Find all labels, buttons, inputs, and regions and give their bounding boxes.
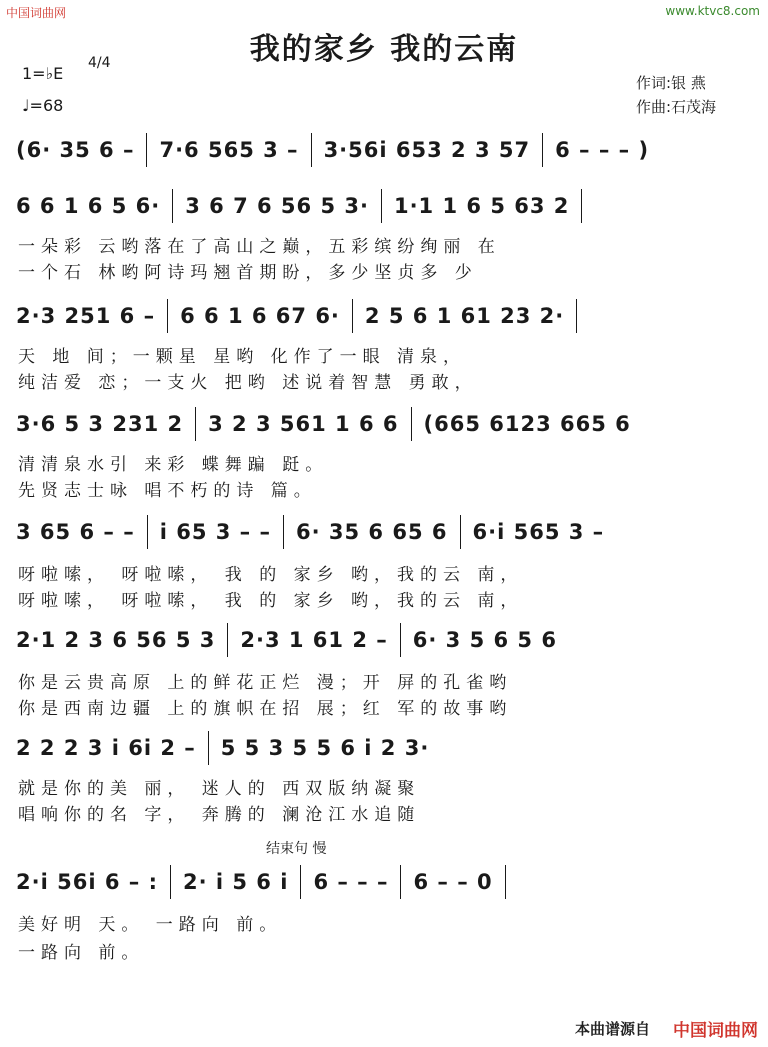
- lyric-verse-1: 就是你的美 丽， 迷人的 西双版纳凝聚: [18, 779, 421, 799]
- lyric-verse-1: 你是云贵高原 上的鲜花正烂 漫；开 屏的孔雀哟: [18, 673, 513, 693]
- barline: [411, 407, 412, 441]
- measure: (6· 35 6 –: [16, 138, 135, 162]
- measure: 6·i 565 3 –: [472, 520, 605, 544]
- barline: [227, 623, 228, 657]
- lyric-verse-2: 一路向 前。: [18, 943, 145, 963]
- notes-row: [16, 728, 756, 768]
- measure: 6· 35 6 65 6: [295, 520, 448, 544]
- barline: [400, 865, 401, 899]
- lyric-verse-2: 唱响你的名 字， 奔腾的 澜沧江水追随: [18, 805, 421, 825]
- barline: [208, 731, 209, 765]
- tempo-marking: ♩=68: [22, 96, 64, 115]
- measure: 3 65 6 – –: [16, 520, 135, 544]
- source-brand: 中国词曲网: [673, 1021, 758, 1041]
- lyric-verse-2: 你是西南边疆 上的旗帜在招 展；红 军的故事哟: [18, 699, 513, 719]
- measure: (665 6123 665 6: [423, 412, 631, 436]
- ending-tempo-marking: 结束句 慢: [266, 841, 327, 857]
- measure: 6 – – –: [313, 870, 389, 894]
- lyric-verse-1: 呀啦嗦， 呀啦嗦， 我 的 家乡 哟，我的云 南，: [18, 565, 524, 585]
- measure: i 65 3 – –: [159, 520, 271, 544]
- barline: [460, 515, 461, 549]
- measure: 1·1 1 6 5 63 2: [393, 194, 570, 218]
- lyric-verse-1: 美好明 天。 一路向 前。: [18, 915, 283, 935]
- barline: [505, 865, 506, 899]
- barline: [400, 623, 401, 657]
- composer-credit: 作曲:石茂海: [636, 98, 717, 116]
- measure: 2·1 2 3 6 56 5 3: [16, 628, 216, 652]
- measure: 2·3 251 6 –: [16, 304, 156, 328]
- watermark-left: 中国词曲网: [6, 6, 67, 20]
- barline: [283, 515, 284, 549]
- measure: 2·3 1 61 2 –: [240, 628, 388, 652]
- watermark-right: www.ktvc8.com: [665, 4, 760, 18]
- lyric-verse-2: 先贤志士咏 唱不朽的诗 篇。: [18, 481, 317, 501]
- measure: 7·6 565 3 –: [159, 138, 299, 162]
- measure: 6· 3 5 6 5 6: [412, 628, 557, 652]
- measure: 2 2 2 3 i 6i 2 –: [16, 736, 196, 760]
- barline: [581, 189, 582, 223]
- measure: 6 6 1 6 67 6·: [180, 304, 340, 328]
- measure: 5 5 3 5 5 6 i 2 3·: [220, 736, 430, 760]
- measure: 6 6 1 6 5 6·: [16, 194, 161, 218]
- measure: 3·56i 653 2 3 57: [323, 138, 531, 162]
- notes-row: [16, 620, 756, 660]
- notes-row: [16, 186, 756, 226]
- barline: [311, 133, 312, 167]
- lyric-verse-2: 一个石 林哟阿诗玛翘首期盼，多少坚贞多 少: [18, 263, 478, 283]
- notes-row: [16, 512, 756, 552]
- source-label: 本曲谱源自: [574, 1020, 650, 1038]
- notes-row: [16, 862, 756, 902]
- measure: 3 2 3 561 1 6 6: [208, 412, 399, 436]
- lyric-verse-2: 呀啦嗦， 呀啦嗦， 我 的 家乡 哟，我的云 南，: [18, 591, 524, 611]
- song-title: 我的家乡 我的云南: [249, 32, 519, 67]
- notes-row: [16, 404, 756, 444]
- barline: [167, 299, 168, 333]
- measure: 3 6 7 6 56 5 3·: [185, 194, 369, 218]
- barline: [172, 189, 173, 223]
- measure: 6 – – – ): [555, 138, 650, 162]
- time-signature: 4/4: [88, 55, 111, 71]
- lyric-verse-1: 天 地 间；一颗星 星哟 化作了一眼 清泉，: [18, 347, 467, 367]
- barline: [195, 407, 196, 441]
- measure: 6 – – 0: [413, 870, 493, 894]
- barline: [300, 865, 301, 899]
- measure: 2· i 5 6 i: [182, 870, 289, 894]
- barline: [147, 515, 148, 549]
- barline: [381, 189, 382, 223]
- barline: [352, 299, 353, 333]
- lyric-verse-1: 清清泉水引 来彩 蝶舞蹁 跹。: [18, 455, 329, 475]
- lyric-verse-2: 纯洁爱 恋；一支火 把哟 述说着智慧 勇敢，: [18, 373, 478, 393]
- barline: [576, 299, 577, 333]
- barline: [170, 865, 171, 899]
- measure: 3·6 5 3 231 2: [16, 412, 184, 436]
- lyric-verse-1: 一朵彩 云哟落在了高山之巅，五彩缤纷绚丽 在: [18, 237, 501, 257]
- barline: [542, 133, 543, 167]
- notes-row: [16, 296, 756, 336]
- lyricist-credit: 作词:银 燕: [636, 74, 706, 92]
- notes-row: [16, 130, 756, 170]
- measure: 2·i 56i 6 – :: [16, 870, 158, 894]
- key-signature: 1=♭E: [22, 64, 64, 83]
- barline: [146, 133, 147, 167]
- measure: 2 5 6 1 61 23 2·: [364, 304, 565, 328]
